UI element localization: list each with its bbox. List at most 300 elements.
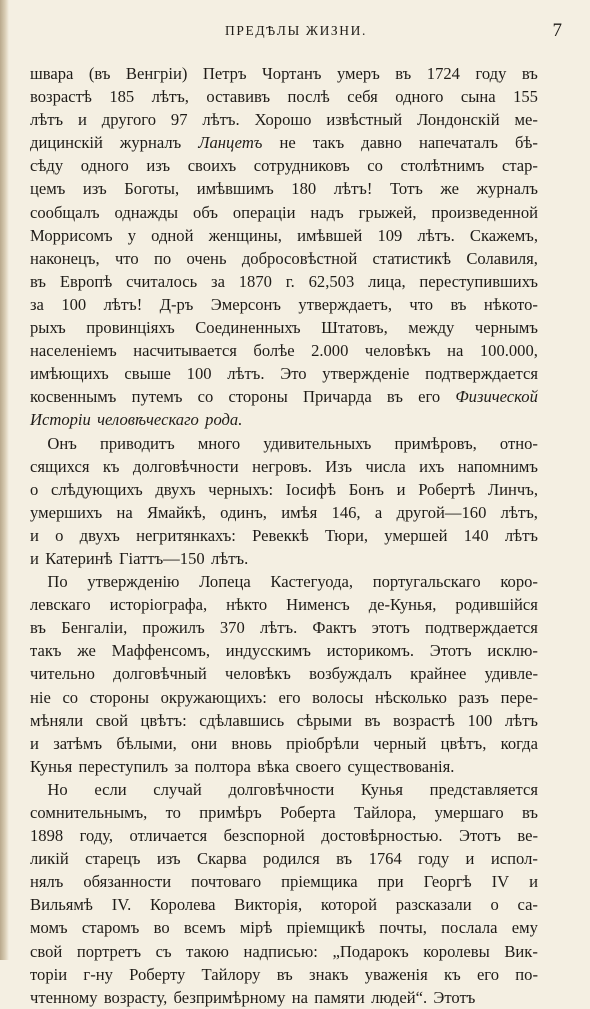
word: къ bbox=[444, 964, 461, 984]
word: безспорной bbox=[223, 826, 305, 846]
word: въ bbox=[30, 618, 47, 638]
text-line bbox=[30, 732, 538, 755]
text-line bbox=[30, 432, 538, 455]
word: одного bbox=[395, 87, 444, 107]
word: такою bbox=[186, 941, 229, 961]
word: вѣка bbox=[257, 756, 290, 776]
text-line bbox=[30, 893, 538, 916]
word: произведенной bbox=[431, 202, 538, 222]
word: ему bbox=[511, 918, 538, 938]
text-line bbox=[30, 201, 538, 224]
text-line bbox=[30, 824, 538, 847]
word: лѣтъ, bbox=[500, 502, 538, 522]
word: коро- bbox=[500, 572, 538, 592]
text-line bbox=[30, 778, 538, 801]
word: когда bbox=[500, 733, 538, 753]
word: утвержденію bbox=[87, 572, 180, 592]
word: лѣтъ, bbox=[151, 87, 189, 107]
word: ве- bbox=[517, 826, 538, 846]
word: лица, bbox=[368, 271, 406, 291]
word: на bbox=[447, 341, 464, 361]
word: рыхъ bbox=[30, 318, 66, 338]
word: изъ bbox=[146, 156, 171, 176]
word: утвержденіе bbox=[322, 364, 410, 384]
word: затѣмъ bbox=[53, 733, 103, 753]
word: возрасту, bbox=[103, 987, 168, 1007]
word: Моррисомъ bbox=[30, 225, 113, 245]
word: надъ bbox=[310, 202, 344, 222]
word: умершаго bbox=[434, 803, 504, 822]
word: имѣющихъ bbox=[30, 364, 109, 384]
word: 2.000 bbox=[311, 341, 349, 361]
word: очень bbox=[186, 248, 227, 268]
word: Д-ръ bbox=[159, 294, 194, 314]
word: 140 bbox=[463, 525, 489, 545]
word: оставивъ bbox=[206, 87, 271, 107]
word: Скажемъ, bbox=[469, 225, 538, 245]
word: и bbox=[30, 525, 39, 545]
word: ніе bbox=[30, 687, 51, 707]
word: памяти bbox=[314, 987, 365, 1007]
word: объ bbox=[193, 202, 218, 222]
text-line bbox=[30, 847, 538, 870]
word: пріобрѣли bbox=[286, 733, 360, 753]
word: пріемщика bbox=[281, 872, 358, 892]
word: Этотъ bbox=[429, 641, 472, 661]
word: старомъ bbox=[81, 918, 140, 938]
word: человѣкъ bbox=[364, 341, 431, 361]
word: Но bbox=[47, 779, 68, 799]
word: Физической bbox=[455, 387, 538, 407]
text-line bbox=[30, 224, 538, 247]
text-line bbox=[30, 501, 538, 524]
word: 100 bbox=[467, 710, 493, 730]
word: числа bbox=[365, 456, 406, 476]
word: удивительныхъ bbox=[263, 433, 372, 453]
text-line bbox=[30, 940, 538, 963]
page-number: 7 bbox=[552, 20, 562, 41]
word: Робертѣ bbox=[418, 479, 476, 499]
word: долговѣчности bbox=[132, 456, 239, 476]
word: 1724 bbox=[426, 64, 460, 83]
word: безпримѣрному bbox=[173, 987, 286, 1007]
word: сына bbox=[460, 87, 496, 107]
word: цвѣтъ: bbox=[140, 710, 187, 730]
word: которой bbox=[320, 895, 377, 915]
word: историкомъ. bbox=[326, 641, 414, 661]
word: ликій bbox=[30, 849, 69, 869]
word: волосы bbox=[312, 687, 364, 707]
word: удивле- bbox=[484, 664, 538, 684]
word: что bbox=[114, 248, 139, 268]
text-line bbox=[30, 478, 538, 501]
word: Маффенсомъ, bbox=[111, 641, 210, 661]
word: о bbox=[55, 525, 64, 545]
word: въ bbox=[450, 294, 467, 314]
word: въ bbox=[336, 849, 353, 869]
text-line bbox=[30, 709, 538, 732]
word: Боготы, bbox=[124, 179, 180, 199]
word: 100.000, bbox=[479, 341, 538, 361]
word: стороны bbox=[228, 387, 288, 407]
word: 100 bbox=[186, 364, 212, 384]
word: Ланцетъ bbox=[198, 133, 263, 153]
word: Линчъ, bbox=[487, 479, 538, 499]
word: женщины, bbox=[208, 225, 282, 245]
word: путемъ bbox=[131, 387, 183, 407]
word: о bbox=[490, 895, 499, 915]
word: нѣкто bbox=[226, 595, 268, 615]
word: наконецъ, bbox=[30, 248, 100, 268]
word: примѣровъ, bbox=[394, 433, 477, 453]
word: Европѣ bbox=[59, 271, 113, 291]
word: съ bbox=[155, 941, 172, 961]
word: они bbox=[191, 733, 218, 753]
word: двухъ bbox=[155, 479, 196, 499]
word: извѣстный bbox=[326, 110, 403, 130]
text-line bbox=[30, 801, 538, 824]
word: Гіаттъ—150 bbox=[118, 548, 205, 568]
word: давно bbox=[361, 133, 402, 153]
word: этотъ bbox=[371, 618, 410, 638]
word: косвеннымъ bbox=[30, 387, 117, 407]
word: Штатовъ, bbox=[321, 318, 388, 338]
word: Лондонскій bbox=[417, 110, 500, 130]
body-text bbox=[30, 62, 538, 1009]
running-head: ПРЕДѢЛЫ ЖИЗНИ. bbox=[225, 23, 367, 38]
word: двухъ bbox=[79, 525, 120, 545]
word: возрастѣ bbox=[30, 87, 92, 107]
word: цемъ bbox=[30, 179, 66, 199]
word: прожилъ bbox=[142, 618, 205, 638]
word: нѣсколько bbox=[374, 687, 447, 707]
word: Катеринѣ bbox=[45, 548, 113, 568]
word: имѣвшей bbox=[297, 225, 363, 245]
word: почты, bbox=[379, 918, 427, 938]
word: чернымъ bbox=[474, 318, 538, 338]
word: его bbox=[418, 387, 441, 407]
word: переступилъ bbox=[78, 756, 169, 776]
word: г. bbox=[285, 271, 295, 291]
text-line bbox=[30, 108, 538, 131]
word: представляется bbox=[429, 779, 538, 799]
paragraph bbox=[30, 570, 538, 778]
word: исторіографа, bbox=[109, 595, 208, 615]
word: лѣтъ. bbox=[227, 364, 265, 384]
word: окружающихъ: bbox=[160, 687, 267, 707]
word: 100 bbox=[61, 294, 87, 314]
word: сообщалъ bbox=[30, 202, 100, 222]
word: однажды bbox=[114, 202, 179, 222]
word: журналъ bbox=[119, 133, 182, 153]
text-line bbox=[30, 755, 538, 778]
word: рода. bbox=[205, 410, 243, 430]
word: умершей bbox=[384, 525, 448, 545]
word: провинціяхъ bbox=[86, 318, 175, 338]
word: болѣе bbox=[253, 341, 295, 361]
word: негровъ. bbox=[252, 456, 312, 476]
word: случай bbox=[153, 779, 202, 799]
text-line bbox=[30, 686, 538, 709]
word: послала bbox=[441, 918, 498, 938]
word: человѣкъ bbox=[225, 664, 291, 684]
word: Скарва bbox=[197, 849, 247, 869]
word: Онъ bbox=[47, 433, 77, 453]
word: Іосифѣ bbox=[285, 479, 337, 499]
word: нялъ bbox=[30, 872, 64, 892]
word: сящихся bbox=[30, 456, 90, 476]
word: что bbox=[409, 294, 434, 314]
word: же bbox=[77, 641, 96, 661]
word: и bbox=[396, 479, 406, 499]
word: на bbox=[291, 987, 308, 1007]
word: сѣрыми bbox=[296, 710, 352, 730]
word: приводитъ bbox=[99, 433, 175, 453]
text-line bbox=[30, 616, 538, 639]
word: ме- bbox=[514, 110, 538, 130]
text-line bbox=[30, 963, 538, 986]
word: ихъ bbox=[419, 456, 445, 476]
page-header bbox=[30, 20, 562, 46]
word: Чортанъ bbox=[262, 64, 322, 83]
word: Георгѣ bbox=[423, 872, 472, 892]
text-line bbox=[30, 177, 538, 200]
word: примѣръ bbox=[199, 803, 262, 822]
word: подтверждается bbox=[425, 618, 538, 638]
word: Королева bbox=[149, 895, 216, 915]
word: 146, bbox=[331, 502, 361, 522]
text-line bbox=[30, 524, 538, 547]
word: утверждаетъ, bbox=[298, 294, 392, 314]
word: одного bbox=[80, 156, 129, 176]
word: на bbox=[116, 502, 133, 522]
word: Исторіи bbox=[30, 410, 91, 430]
text-line bbox=[30, 247, 538, 270]
word: Тайлору bbox=[201, 964, 261, 984]
text-line bbox=[30, 270, 538, 293]
word: Кунья bbox=[360, 779, 404, 799]
word: о bbox=[30, 479, 39, 499]
word: Солавиля, bbox=[466, 248, 538, 268]
word: Ревеккѣ bbox=[252, 525, 309, 545]
text-line bbox=[30, 339, 538, 362]
word: возбуждалъ bbox=[309, 664, 392, 684]
word: пере- bbox=[500, 687, 538, 707]
word: достовѣрностью. bbox=[321, 826, 443, 846]
text-line bbox=[30, 408, 538, 431]
word: и bbox=[30, 733, 39, 753]
word: добросовѣстной bbox=[241, 248, 358, 268]
word: за bbox=[30, 294, 44, 314]
word: умеръ bbox=[336, 64, 380, 83]
word: Бонъ bbox=[348, 479, 384, 499]
word: дицинскій bbox=[30, 133, 103, 153]
word: Петръ bbox=[202, 64, 247, 83]
text-line bbox=[30, 62, 538, 85]
word: насчитывается bbox=[133, 341, 237, 361]
word: къ bbox=[102, 456, 120, 476]
text-line bbox=[30, 547, 538, 570]
word: мірѣ bbox=[239, 918, 273, 938]
word: королевы bbox=[423, 941, 490, 961]
word: существованія. bbox=[347, 756, 455, 776]
word: бѣлыми, bbox=[116, 733, 177, 753]
word: полтора bbox=[194, 756, 251, 776]
word: много bbox=[197, 433, 241, 453]
word: и bbox=[78, 110, 87, 130]
text-line bbox=[30, 385, 538, 408]
word: пріемщикѣ bbox=[286, 918, 365, 938]
word: 370 bbox=[219, 618, 245, 638]
word: испол- bbox=[490, 849, 538, 869]
word: вновь bbox=[231, 733, 272, 753]
word: лѣтъ bbox=[504, 525, 538, 545]
word: Кунья bbox=[30, 756, 73, 776]
word: лѣтъ. bbox=[259, 618, 298, 638]
word: Этотъ bbox=[459, 826, 501, 846]
text-line bbox=[30, 870, 538, 893]
word: лѣтъ bbox=[504, 710, 538, 730]
word: са- bbox=[517, 895, 538, 915]
word: имѣя bbox=[281, 502, 318, 522]
word: черный bbox=[373, 733, 427, 753]
word: въ bbox=[521, 803, 538, 822]
word: считалось bbox=[126, 271, 198, 291]
word: нѣкото- bbox=[483, 294, 538, 314]
word: Тайлора, bbox=[353, 803, 417, 822]
word: Бенгаліи, bbox=[61, 618, 128, 638]
word: Нименсъ bbox=[286, 595, 350, 615]
text-line bbox=[30, 154, 538, 177]
word: если bbox=[94, 779, 127, 799]
word: слѣдующихъ bbox=[50, 479, 143, 499]
word: лѣтъ! bbox=[103, 294, 143, 314]
word: всемъ bbox=[183, 918, 226, 938]
word: старецъ bbox=[85, 849, 141, 869]
word: въ bbox=[521, 64, 538, 83]
word: Тотъ bbox=[390, 179, 423, 199]
word: свыше bbox=[124, 364, 171, 384]
word: году bbox=[418, 849, 450, 869]
word: его bbox=[278, 687, 301, 707]
word: Причарда bbox=[302, 387, 372, 407]
word: Вик- bbox=[504, 941, 538, 961]
page-edge bbox=[0, 0, 9, 960]
word: 109 bbox=[377, 225, 403, 245]
word: почтоваго bbox=[191, 872, 262, 892]
word: въ bbox=[30, 271, 47, 291]
word: сомнительнымъ, bbox=[30, 803, 148, 822]
word: момъ bbox=[30, 918, 68, 938]
word: статистикѣ bbox=[372, 248, 452, 268]
word: отно- bbox=[499, 433, 538, 453]
word: 155 bbox=[513, 87, 538, 107]
word: надписью: bbox=[243, 941, 318, 961]
word: во bbox=[153, 918, 170, 938]
word: по- bbox=[515, 964, 538, 984]
text-line bbox=[30, 362, 538, 385]
word: Венгріи) bbox=[125, 64, 188, 83]
text-line bbox=[30, 593, 538, 616]
word: 1898 bbox=[30, 826, 64, 846]
word: напомнимъ bbox=[457, 456, 538, 476]
text-line bbox=[30, 131, 538, 154]
word: сотрудниковъ bbox=[253, 156, 350, 176]
word: Ямайкѣ, bbox=[146, 502, 206, 522]
word: обязанности bbox=[83, 872, 172, 892]
word: его bbox=[476, 964, 499, 984]
word: такъ bbox=[30, 641, 62, 661]
word: людей“. bbox=[371, 987, 428, 1007]
word: столѣтнимъ bbox=[400, 156, 485, 176]
word: лѣтъ. bbox=[210, 548, 249, 568]
word: „Подарокъ bbox=[332, 941, 409, 961]
word: торіи bbox=[30, 964, 68, 984]
word: и bbox=[529, 872, 538, 892]
word: одинъ, bbox=[220, 502, 267, 522]
word: Вильямѣ bbox=[30, 895, 93, 915]
word: въ bbox=[386, 387, 403, 407]
word: лѣтъ bbox=[30, 110, 64, 130]
text-line bbox=[30, 916, 538, 939]
word: Изъ bbox=[325, 456, 353, 476]
word: въ bbox=[364, 710, 381, 730]
word: крайнее bbox=[410, 664, 467, 684]
word: со bbox=[197, 387, 214, 407]
word: грыжей, bbox=[358, 202, 417, 222]
word: стар- bbox=[501, 156, 538, 176]
word: населеніемъ bbox=[30, 341, 117, 361]
word: году, bbox=[79, 826, 114, 846]
word: лѣтъ! bbox=[333, 179, 373, 199]
word: бѣ- bbox=[514, 133, 538, 153]
word: (въ bbox=[88, 64, 111, 83]
word: а bbox=[374, 502, 383, 522]
word: IV. bbox=[111, 895, 132, 915]
word: журналъ bbox=[476, 179, 538, 199]
word: своихъ bbox=[187, 156, 237, 176]
word: имѣвшимъ bbox=[196, 179, 274, 199]
word: долговѣчный bbox=[113, 664, 207, 684]
word: переступившихъ bbox=[419, 271, 538, 291]
word: знакъ bbox=[309, 964, 349, 984]
word: со bbox=[367, 156, 383, 176]
word: IV bbox=[491, 872, 510, 892]
word: такъ bbox=[312, 133, 345, 153]
word: 1764 bbox=[368, 849, 402, 869]
word: де-Кунья, bbox=[368, 595, 437, 615]
word: 185 bbox=[109, 87, 135, 107]
word: разъ bbox=[458, 687, 489, 707]
word: г-ну bbox=[83, 964, 113, 984]
word: и bbox=[30, 548, 39, 568]
word: со bbox=[62, 687, 79, 707]
word: уваженія bbox=[364, 964, 428, 984]
word: Роберту bbox=[129, 964, 186, 984]
word: чтенному bbox=[30, 987, 98, 1007]
word: Роберта bbox=[280, 803, 336, 822]
paragraph bbox=[30, 62, 538, 432]
text-line bbox=[30, 316, 538, 339]
word: 180 bbox=[291, 179, 317, 199]
word: мѣняли bbox=[30, 710, 84, 730]
word: человѣческаго bbox=[97, 410, 199, 430]
word: свой bbox=[30, 941, 63, 961]
word: напечаталъ bbox=[418, 133, 498, 153]
word: не bbox=[279, 133, 296, 153]
word: портретъ bbox=[76, 941, 142, 961]
word: изъ bbox=[82, 179, 107, 199]
